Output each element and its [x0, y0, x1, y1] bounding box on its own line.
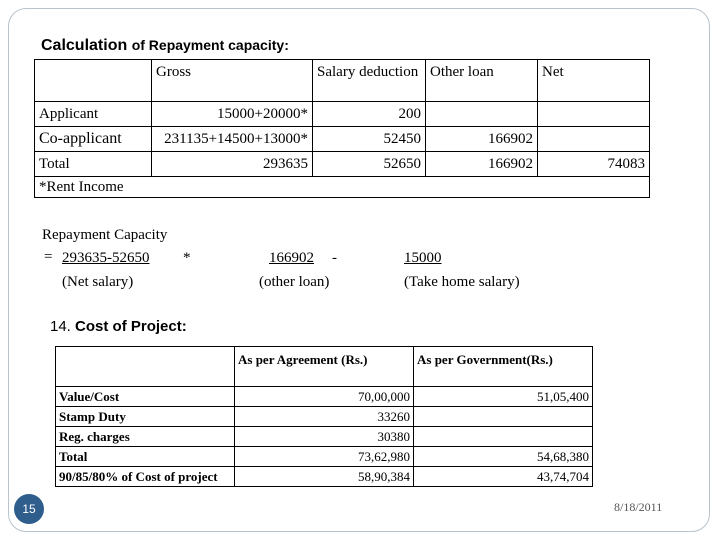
- header-cell-gross: Gross: [152, 60, 313, 102]
- net-salary-expression: 293635-52650: [62, 250, 150, 266]
- cell-other-loan: 166902: [426, 127, 538, 152]
- table-row: [56, 427, 593, 447]
- header-cell-government: As per Government(Rs.): [414, 347, 593, 387]
- table-row-footnote: [35, 177, 650, 198]
- equals-sign: =: [44, 249, 53, 265]
- repayment-capacity-title: Repayment Capacity: [42, 227, 168, 243]
- row-label-reg-charges: Reg. charges: [56, 427, 235, 447]
- cell-gross: 231135+14500+13000*: [152, 127, 313, 152]
- table-row: [35, 127, 650, 152]
- cell-government: 43,74,704: [414, 467, 593, 487]
- label-other-loan: (other loan): [259, 274, 330, 290]
- cell-government: 54,68,380: [414, 447, 593, 467]
- heading-rest: of Repayment capacity: [131, 37, 285, 53]
- row-label-applicant: Applicant: [35, 102, 152, 127]
- row-label-total: Total: [35, 152, 152, 177]
- section-title: Cost of Project:: [75, 318, 187, 335]
- cell-agreement: 58,90,384: [235, 467, 414, 487]
- cell-salary-deduction: 52650: [313, 152, 426, 177]
- header-cell-net: Net: [538, 60, 650, 102]
- label-take-home-salary: (Take home salary): [404, 274, 520, 290]
- table-row: [56, 407, 593, 427]
- cost-of-project-table: [55, 346, 593, 487]
- cell-net: [538, 127, 650, 152]
- table-row: [35, 102, 650, 127]
- row-label-stamp-duty: Stamp Duty: [56, 407, 235, 427]
- other-loan-value: 166902: [269, 250, 314, 266]
- row-label-co-applicant: Co-applicant: [35, 127, 152, 152]
- table-row: [35, 152, 650, 177]
- cell-agreement: 73,62,980: [235, 447, 414, 467]
- header-cell-agreement: As per Agreement (Rs.): [235, 347, 414, 387]
- heading-colon: :: [284, 37, 289, 53]
- row-label-total: Total: [56, 447, 235, 467]
- slide-date: 8/18/2011: [614, 500, 663, 514]
- header-cell-empty: [56, 347, 235, 387]
- repayment-calculation-table: [34, 59, 650, 198]
- minus-sign: -: [332, 250, 337, 266]
- table-row: [56, 447, 593, 467]
- cost-of-project-heading: [50, 318, 187, 335]
- multiply-sign: *: [183, 250, 191, 266]
- section-number: 14.: [50, 318, 71, 335]
- cell-gross: 293635: [152, 152, 313, 177]
- footnote-rent-income: *Rent Income: [35, 177, 650, 198]
- header-cell-salary-deduction: Salary deduction: [313, 60, 426, 102]
- slide-number-badge: 15: [14, 494, 44, 524]
- cell-agreement: 70,00,000: [235, 387, 414, 407]
- header-cell-other-loan: Other loan: [426, 60, 538, 102]
- cell-agreement: 33260: [235, 407, 414, 427]
- take-home-salary-value: 15000: [404, 250, 442, 266]
- table-header-row: [35, 60, 650, 102]
- cell-salary-deduction: 52450: [313, 127, 426, 152]
- header-cell-empty: [35, 60, 152, 102]
- cell-other-loan: [426, 102, 538, 127]
- row-label-value-cost: Value/Cost: [56, 387, 235, 407]
- cell-salary-deduction: 200: [313, 102, 426, 127]
- cell-net: [538, 102, 650, 127]
- calculation-heading: [41, 37, 289, 55]
- table-row: [56, 387, 593, 407]
- label-net-salary: (Net salary): [62, 274, 134, 290]
- cell-net: 74083: [538, 152, 650, 177]
- row-label-percent-cost: 90/85/80% of Cost of project: [56, 467, 235, 487]
- table-row: [56, 467, 593, 487]
- cell-gross: 15000+20000*: [152, 102, 313, 127]
- cell-government: [414, 427, 593, 447]
- cell-agreement: 30380: [235, 427, 414, 447]
- cell-government: [414, 407, 593, 427]
- table-header-row: [56, 347, 593, 387]
- cell-government: 51,05,400: [414, 387, 593, 407]
- cell-other-loan: 166902: [426, 152, 538, 177]
- heading-word-calculation: Calculation: [41, 37, 128, 54]
